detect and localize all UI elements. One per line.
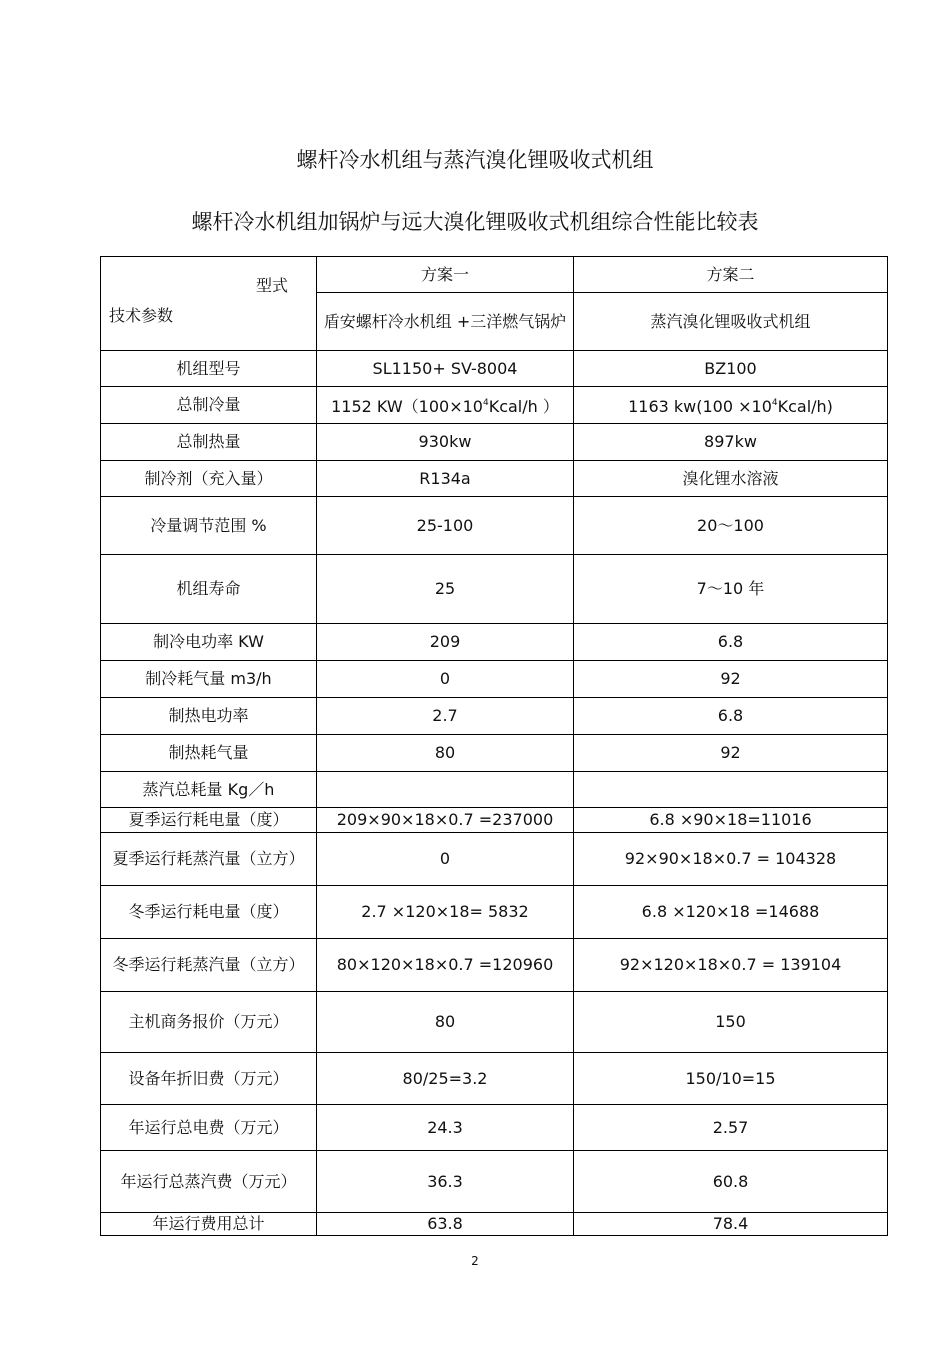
cooling-p2-exp: 4	[771, 398, 778, 408]
row-label: 总制冷量	[101, 387, 317, 424]
plan1-value: 24.3	[317, 1105, 574, 1151]
cooling-p2-main: 1163 kw(100 ×10	[628, 397, 772, 416]
plan1-value: 0	[317, 661, 574, 698]
table-row	[101, 698, 888, 735]
plan2-value: 6.8	[574, 698, 888, 735]
plan2-value: 150/10=15	[574, 1053, 888, 1105]
row-label: 年运行总蒸汽费（万元）	[101, 1151, 317, 1213]
plan1-value: 36.3	[317, 1151, 574, 1213]
row-label: 主机商务报价（万元）	[101, 992, 317, 1053]
table-row	[101, 992, 888, 1053]
plan1-value: 2.7	[317, 698, 574, 735]
table-row	[101, 555, 888, 624]
table-row	[101, 624, 888, 661]
plan1-value: 80	[317, 735, 574, 772]
plan2-value: 7～10 年	[574, 555, 888, 624]
plan2-value: BZ100	[574, 351, 888, 387]
plan1-value: 25-100	[317, 497, 574, 555]
plan1-desc: 盾安螺杆冷水机组 +三洋燃气锅炉	[317, 293, 574, 351]
plan2-value: 溴化锂水溶液	[574, 461, 888, 497]
cooling-p2-unit: Kcal/h)	[777, 397, 833, 416]
row-label: 夏季运行耗蒸汽量（立方）	[101, 833, 317, 886]
row-label: 年运行总电费（万元）	[101, 1105, 317, 1151]
plan1-value: 2.7 ×120×18= 5832	[317, 886, 574, 939]
cooling-p1-exp: 4	[482, 398, 489, 408]
row-label: 冷量调节范围 %	[101, 497, 317, 555]
table-row	[101, 808, 888, 833]
row-label: 冬季运行耗蒸汽量（立方）	[101, 939, 317, 992]
header-corner-cell	[101, 257, 317, 351]
table-row	[101, 772, 888, 808]
plan2-value: 897kw	[574, 424, 888, 461]
plan2-value: 92×120×18×0.7 = 139104	[574, 939, 888, 992]
plan1-value	[317, 387, 574, 424]
plan1-value	[317, 772, 574, 808]
header-row	[101, 257, 888, 293]
table-row	[101, 1151, 888, 1213]
plan1-value: 0	[317, 833, 574, 886]
plan1-value: SL1150+ SV-8004	[317, 351, 574, 387]
type-label: 型式	[256, 276, 289, 295]
table-row	[101, 939, 888, 992]
page-number: 2	[471, 1254, 479, 1268]
plan2-value	[574, 772, 888, 808]
plan1-value: 80	[317, 992, 574, 1053]
plan1-value: 63.8	[317, 1213, 574, 1236]
plan2-desc: 蒸汽溴化锂吸收式机组	[574, 293, 888, 351]
row-label: 制冷剂（充入量）	[101, 461, 317, 497]
row-label: 年运行费用总计	[101, 1213, 317, 1236]
table-row	[101, 1213, 888, 1236]
plan1-value: 209	[317, 624, 574, 661]
plan2-value: 92	[574, 735, 888, 772]
table-row	[101, 424, 888, 461]
plan2-value: 60.8	[574, 1151, 888, 1213]
row-label: 夏季运行耗电量（度）	[101, 808, 317, 833]
plan1-value: R134a	[317, 461, 574, 497]
plan2-value: 2.57	[574, 1105, 888, 1151]
row-label: 机组型号	[101, 351, 317, 387]
plan2-value: 92×90×18×0.7 = 104328	[574, 833, 888, 886]
table-row	[101, 387, 888, 424]
main-title: 螺杆冷水机组与蒸汽溴化锂吸收式机组	[296, 148, 654, 172]
row-label: 制冷耗气量 m3/h	[101, 661, 317, 698]
plan1-value: 80×120×18×0.7 =120960	[317, 939, 574, 992]
plan1-value: 80/25=3.2	[317, 1053, 574, 1105]
plan2-value: 92	[574, 661, 888, 698]
table-row	[101, 1053, 888, 1105]
plan2-value: 6.8	[574, 624, 888, 661]
plan2-title: 方案二	[574, 257, 888, 293]
table-row	[101, 351, 888, 387]
table-row	[101, 1105, 888, 1151]
row-label: 制热电功率	[101, 698, 317, 735]
table-row	[101, 461, 888, 497]
plan2-value	[574, 387, 888, 424]
cooling-p1-unit: Kcal/h ）	[488, 397, 559, 416]
row-label: 制热耗气量	[101, 735, 317, 772]
row-label: 蒸汽总耗量 Kg／h	[101, 772, 317, 808]
param-label: 技术参数	[109, 306, 174, 325]
cooling-p1-main: 1152 KW（100×10	[331, 397, 483, 416]
plan1-value: 930kw	[317, 424, 574, 461]
table-row	[101, 735, 888, 772]
plan2-value: 150	[574, 992, 888, 1053]
table-row	[101, 661, 888, 698]
plan1-title: 方案一	[317, 257, 574, 293]
plan2-value: 6.8 ×90×18=11016	[574, 808, 888, 833]
row-label: 制冷电功率 KW	[101, 624, 317, 661]
plan1-value: 209×90×18×0.7 =237000	[317, 808, 574, 833]
table-title: 螺杆冷水机组加锅炉与远大溴化锂吸收式机组综合性能比较表	[191, 210, 759, 234]
comparison-table	[100, 256, 888, 1236]
row-label: 冬季运行耗电量（度）	[101, 886, 317, 939]
row-label: 机组寿命	[101, 555, 317, 624]
row-label: 总制热量	[101, 424, 317, 461]
plan2-value: 78.4	[574, 1213, 888, 1236]
plan2-value: 6.8 ×120×18 =14688	[574, 886, 888, 939]
table-row	[101, 886, 888, 939]
row-label: 设备年折旧费（万元）	[101, 1053, 317, 1105]
table-row	[101, 833, 888, 886]
table-row	[101, 497, 888, 555]
plan1-value: 25	[317, 555, 574, 624]
plan2-value: 20～100	[574, 497, 888, 555]
